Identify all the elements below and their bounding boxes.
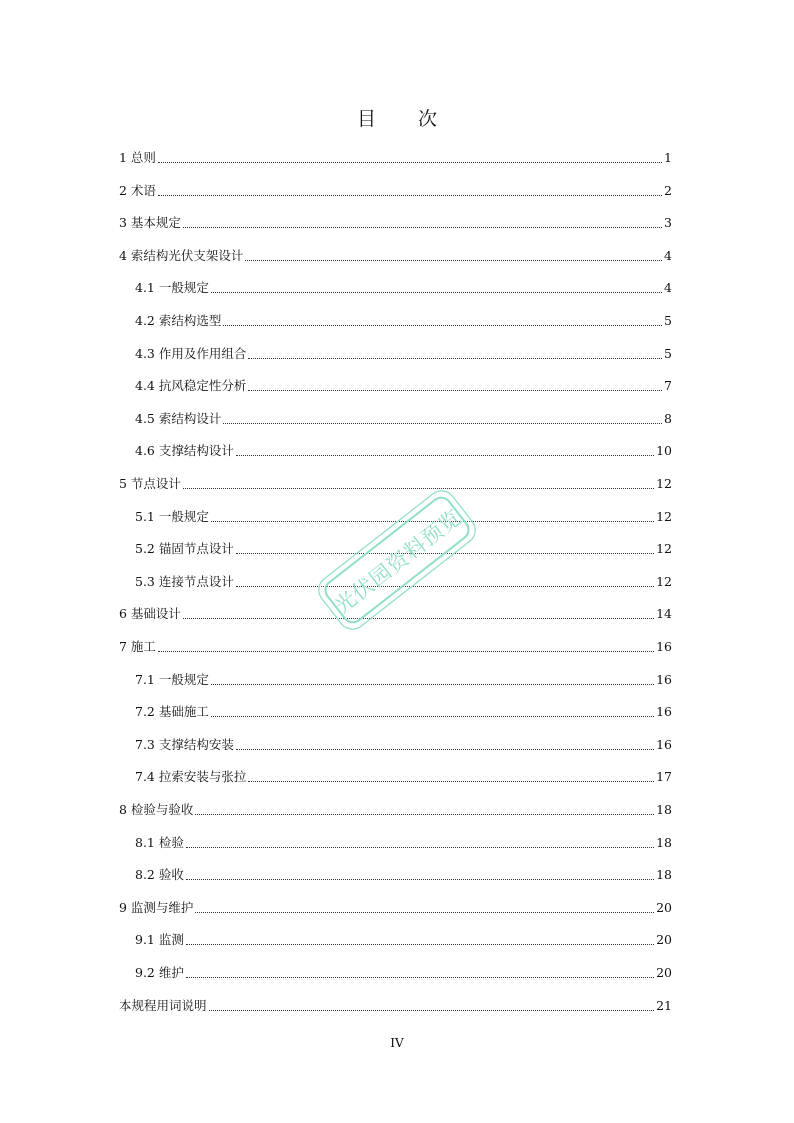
toc-entry-label: 7.4 拉索安装与张拉: [135, 769, 247, 785]
dot-leader: [236, 586, 654, 587]
toc-entry-label: 7.2 基础施工: [135, 704, 209, 720]
toc-entry-page: 16: [656, 671, 672, 687]
toc-entry-label: 4.2 索结构选型: [135, 313, 222, 328]
toc-entry[interactable]: [135, 928, 672, 948]
toc-entry-page: 14: [656, 606, 672, 622]
dot-leader: [236, 553, 654, 554]
toc-entry[interactable]: [135, 407, 672, 427]
toc-entry-label: 7.3 支撑结构安装: [135, 736, 234, 752]
toc-entry[interactable]: [135, 831, 672, 851]
toc-entry-page: 20: [656, 899, 672, 915]
dot-leader: [195, 814, 654, 815]
toc-entry-page: 1: [664, 150, 672, 165]
dot-leader: [223, 325, 662, 326]
toc-entry-label: 9 监测与维护: [119, 899, 194, 915]
toc-entry[interactable]: [135, 863, 672, 883]
toc-entry-label: 2 术语: [119, 182, 156, 198]
toc-entry-page: 5: [664, 313, 672, 328]
dot-leader: [186, 944, 654, 945]
dot-leader: [158, 162, 662, 163]
dot-leader: [236, 455, 654, 456]
toc-entry-page: 10: [656, 443, 672, 459]
toc-entry[interactable]: [135, 961, 672, 981]
dot-leader: [236, 749, 654, 750]
toc-entry-page: 8: [664, 410, 672, 426]
dot-leader: [245, 260, 662, 261]
toc-entry[interactable]: [135, 765, 672, 785]
toc-entry-label: 本规程用词说明: [119, 997, 207, 1013]
toc-entry-page: 18: [656, 867, 672, 883]
toc-entry-label: 9.2 维护: [135, 965, 184, 980]
toc-entry-page: 16: [656, 736, 672, 752]
toc-entry-label: 7.1 一般规定: [135, 671, 209, 687]
toc-entry[interactable]: [135, 439, 672, 459]
toc-entry-page: 17: [656, 769, 672, 785]
dot-leader: [186, 847, 654, 848]
dot-leader: [211, 292, 662, 293]
dot-leader: [195, 912, 654, 913]
dot-leader: [186, 879, 654, 880]
toc-entry[interactable]: [135, 733, 672, 753]
toc-entry-page: 12: [656, 476, 672, 491]
toc-entry[interactable]: [135, 537, 672, 557]
toc-entry[interactable]: [135, 342, 672, 362]
toc-entry-label: 5 节点设计: [119, 476, 181, 491]
dot-leader: [211, 716, 654, 717]
dot-leader: [211, 521, 654, 522]
toc-entry-label: 5.3 连接节点设计: [135, 573, 234, 589]
toc-entry-label: 9.1 监测: [135, 932, 184, 948]
dot-leader: [186, 977, 654, 978]
toc-entry[interactable]: [135, 505, 672, 525]
dot-leader: [183, 488, 654, 489]
toc-entry-page: 12: [656, 573, 672, 589]
toc-entry-page: 7: [664, 378, 672, 394]
toc-entry-label: 4.5 索结构设计: [135, 410, 222, 426]
toc-entry-label: 7 施工: [119, 639, 156, 654]
toc-entry[interactable]: [119, 994, 672, 1014]
toc-entry[interactable]: [119, 244, 672, 264]
toc-entry[interactable]: [119, 896, 672, 916]
page-title: 目 次: [356, 108, 456, 130]
watermark-text: 光伏园资料预览: [330, 504, 467, 619]
dot-leader: [158, 195, 662, 196]
dot-leader: [248, 358, 662, 359]
toc-entry-page: 21: [656, 997, 672, 1013]
dot-leader: [211, 684, 654, 685]
page-number: IV: [390, 1036, 404, 1050]
toc-entry-label: 1 总则: [119, 150, 156, 165]
dot-leader: [183, 227, 662, 228]
toc-entry-page: 20: [656, 965, 672, 980]
toc-entry[interactable]: [119, 211, 672, 231]
toc-entry-page: 12: [656, 508, 672, 524]
dot-leader: [248, 781, 654, 782]
toc-entry[interactable]: [119, 635, 672, 655]
toc-entry-label: 8.2 验收: [135, 867, 184, 883]
toc-entry-page: 3: [664, 215, 672, 231]
toc-entry[interactable]: [135, 276, 672, 296]
toc-entry-page: 18: [656, 834, 672, 850]
toc-entry-label: 3 基本规定: [119, 215, 181, 231]
toc-entry-page: 20: [656, 932, 672, 948]
toc-entry[interactable]: [119, 472, 672, 492]
toc-entry-page: 16: [656, 639, 672, 654]
toc-entry[interactable]: [119, 602, 672, 622]
toc-entry[interactable]: [135, 374, 672, 394]
toc-entry-page: 4: [664, 280, 672, 296]
dot-leader: [223, 423, 662, 424]
toc-entry-label: 5.1 一般规定: [135, 508, 209, 524]
toc-entry-label: 5.2 锚固节点设计: [135, 541, 234, 557]
toc-entry-page: 4: [664, 247, 672, 263]
toc-entry-label: 6 基础设计: [119, 606, 181, 622]
toc-entry-label: 8 检验与验收: [119, 802, 194, 817]
toc-entry-page: 16: [656, 704, 672, 720]
toc-entry-page: 5: [664, 345, 672, 361]
toc-entry-page: 18: [656, 802, 672, 817]
toc-entry-label: 4.3 作用及作用组合: [135, 345, 247, 361]
dot-leader: [209, 1010, 655, 1011]
toc-entry[interactable]: [135, 570, 672, 590]
toc-entry-label: 4.6 支撑结构设计: [135, 443, 234, 459]
toc-entry[interactable]: [135, 309, 672, 329]
toc-entry[interactable]: [119, 798, 672, 818]
toc-entry-label: 8.1 检验: [135, 834, 184, 850]
toc-entry-page: 2: [664, 182, 672, 198]
dot-leader: [183, 618, 654, 619]
dot-leader: [248, 390, 662, 391]
toc-entry[interactable]: [119, 146, 672, 166]
toc-entry-page: 12: [656, 541, 672, 557]
toc-entry-label: 4.4 抗风稳定性分析: [135, 378, 247, 394]
toc-entry[interactable]: [135, 668, 672, 688]
toc-entry-label: 4.1 一般规定: [135, 280, 209, 296]
toc-entry[interactable]: [119, 179, 672, 199]
dot-leader: [158, 651, 654, 652]
toc-entry[interactable]: [135, 700, 672, 720]
toc-entry-label: 4 索结构光伏支架设计: [119, 247, 244, 263]
